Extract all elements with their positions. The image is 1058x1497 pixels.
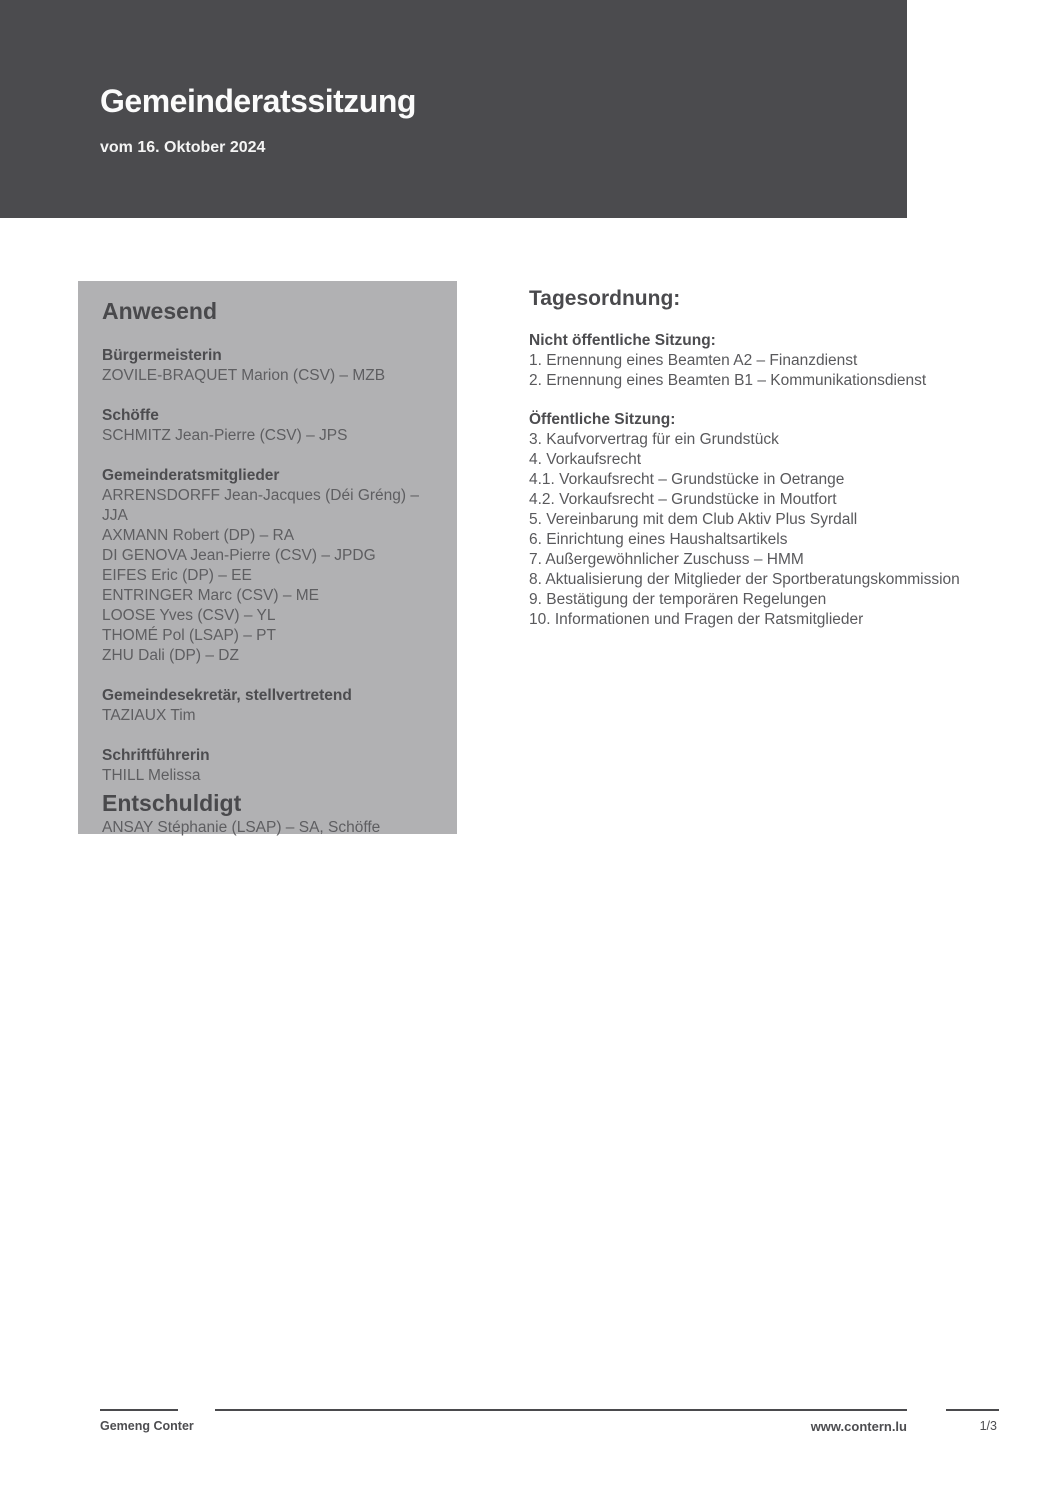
attendance-line: ARRENSDORFF Jean-Jacques (Déi Gréng) – JJA [102, 487, 419, 524]
agenda-heading: Tagesordnung: [529, 287, 681, 310]
attendance-panel [78, 281, 457, 834]
attendance-group-label: Schöffe [102, 407, 159, 424]
footer-municipality: Gemeng Conter [100, 1419, 194, 1433]
agenda-section-public [529, 410, 1034, 630]
agenda-item: 4.2. Vorkaufsrecht – Grundstücke in Moutfort [529, 491, 837, 508]
agenda-item: 9. Bestätigung der temporären Regelungen [529, 591, 827, 608]
footer-website: www.contern.lu [810, 1419, 907, 1434]
agenda-item: 5. Vereinbarung mit dem Club Aktiv Plus Syrdall [529, 511, 858, 528]
excused-heading: Entschuldigt [102, 790, 242, 816]
attendance-line: EIFES Eric (DP) – EE [102, 567, 252, 584]
agenda-item: 2. Ernennung eines Beamten B1 – Kommunikationsdienst [529, 372, 927, 389]
footer-page-number: 1/3 [979, 1419, 997, 1433]
footer-rule-right [946, 1409, 999, 1411]
agenda-item: 3. Kaufvorvertrag für ein Grundstück [529, 431, 779, 448]
attendance-group-council-members [102, 466, 437, 666]
footer-rule-middle [215, 1409, 907, 1411]
attendance-line: ENTRINGER Marc (CSV) – ME [102, 587, 320, 604]
attendance-line: ZHU Dali (DP) – DZ [102, 647, 239, 664]
attendance-line: THOMÉ Pol (LSAP) – PT [102, 627, 276, 644]
agenda-column [529, 287, 1034, 630]
attendance-line: SCHMITZ Jean-Pierre (CSV) – JPS [102, 427, 348, 444]
page-subtitle: vom 16. Oktober 2024 [100, 139, 266, 156]
attendance-line: DI GENOVA Jean-Pierre (CSV) – JPDG [102, 547, 376, 564]
attendance-line: LOOSE Yves (CSV) – YL [102, 607, 276, 624]
attendance-line: ZOVILE-BRAQUET Marion (CSV) – MZB [102, 367, 386, 384]
agenda-item: 1. Ernennung eines Beamten A2 – Finanzdienst [529, 352, 858, 369]
attendance-line: TAZIAUX Tim [102, 707, 196, 724]
agenda-section-label: Nicht öffentliche Sitzung: [529, 332, 716, 349]
agenda-item: 6. Einrichtung eines Haushaltsartikels [529, 531, 788, 548]
attendance-line: AXMANN Robert (DP) – RA [102, 527, 295, 544]
agenda-item: 4. Vorkaufsrecht [529, 451, 642, 468]
attendance-heading: Anwesend [102, 298, 218, 324]
excused-line: ANSAY Stéphanie (LSAP) – SA, Schöffe [102, 819, 381, 836]
attendance-group-secretary [102, 686, 437, 726]
agenda-item: 4.1. Vorkaufsrecht – Grundstücke in Oetrange [529, 471, 845, 488]
footer-rule-left [100, 1409, 178, 1411]
agenda-section-non-public [529, 331, 1034, 391]
attendance-group-label: Gemeindesekretär, stellvertretend [102, 687, 352, 704]
agenda-item: 7. Außergewöhnlicher Zuschuss – HMM [529, 551, 804, 568]
agenda-section-label: Öffentliche Sitzung: [529, 411, 676, 428]
agenda-item: 10. Informationen und Fragen der Ratsmitglieder [529, 611, 864, 628]
attendance-group-mayor [102, 346, 437, 386]
header-banner [0, 0, 907, 218]
agenda-item: 8. Aktualisierung der Mitglieder der Sportberatungskommission [529, 571, 960, 588]
attendance-group-label: Schriftführerin [102, 747, 210, 764]
attendance-group-label: Gemeinderatsmitglieder [102, 467, 280, 484]
attendance-line: THILL Melissa [102, 767, 201, 784]
page-title: Gemeinderatssitzung [100, 83, 416, 119]
attendance-group-alderman [102, 406, 437, 446]
attendance-group-recorder [102, 746, 437, 786]
attendance-group-label: Bürgermeisterin [102, 347, 222, 364]
